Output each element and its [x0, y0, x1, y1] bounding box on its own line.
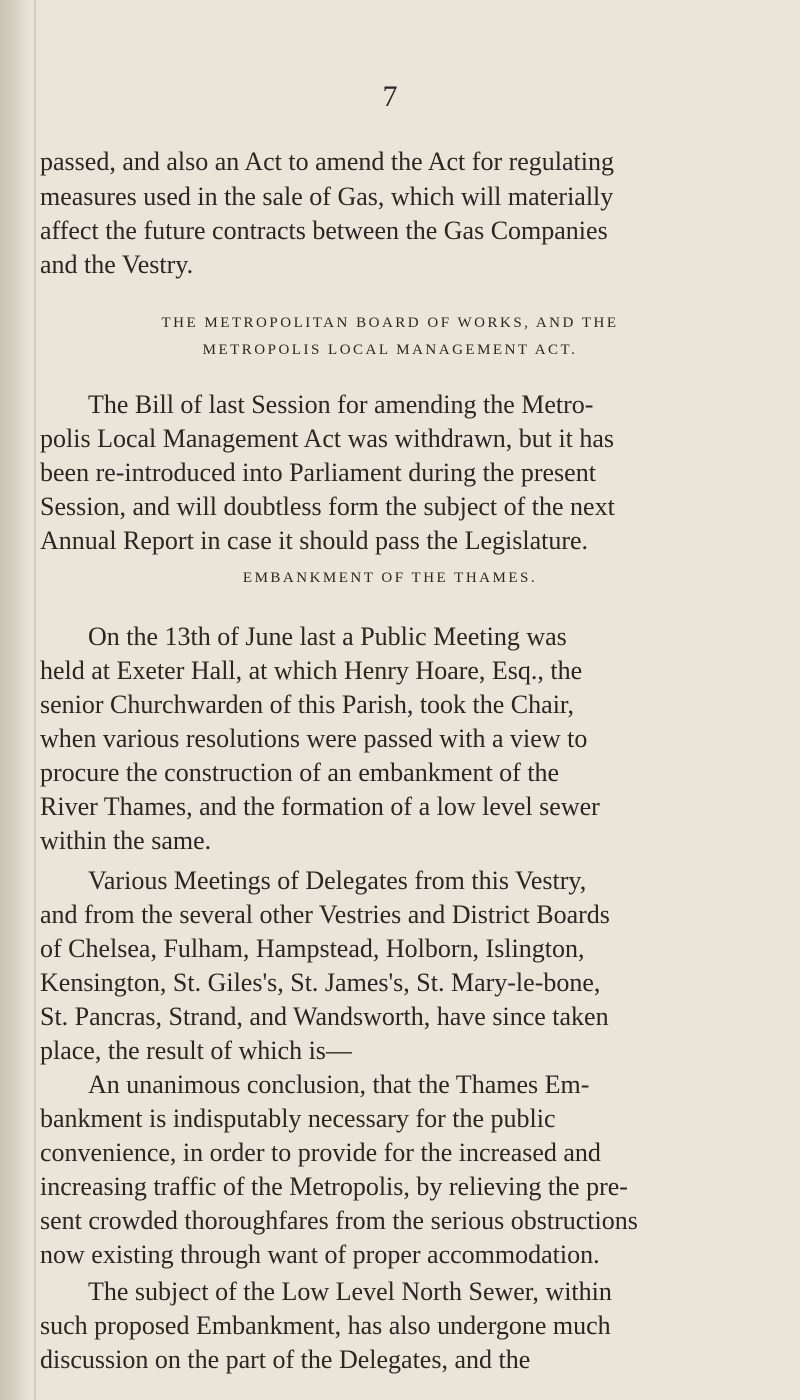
body-line: place, the result of which is— — [40, 1036, 352, 1065]
body-line: increasing traffic of the Metropolis, by relieving the pre- — [40, 1172, 628, 1201]
body-line: and the Vestry. — [40, 250, 194, 279]
body-line: convenience, in order to provide for the increased and — [40, 1138, 601, 1167]
body-line: The Bill of last Session for amending the Metro- — [88, 390, 594, 419]
page-number: 7 — [382, 80, 398, 113]
body-line: Kensington, St. Giles's, St. James's, St. Mary-le-bone, — [40, 968, 601, 997]
body-line: Annual Report in case it should pass the Legislature. — [40, 526, 589, 555]
section-heading-embankment: EMBANKMENT OF THE THAMES. — [242, 570, 538, 586]
body-line: measures used in the sale of Gas, which will materially — [40, 182, 614, 211]
body-line: now existing through want of proper accommodation. — [40, 1240, 600, 1269]
body-line: Various Meetings of Delegates from this Vestry, — [88, 866, 587, 895]
body-line: within the same. — [40, 826, 212, 855]
body-line: polis Local Management Act was withdrawn, but it has — [40, 424, 615, 453]
body-line: been re-introduced into Parliament during the present — [40, 458, 596, 487]
body-line: bankment is indisputably necessary for the public — [40, 1104, 556, 1133]
body-line: The subject of the Low Level North Sewer, within — [88, 1277, 612, 1306]
body-line: discussion on the part of the Delegates, and the — [40, 1345, 531, 1374]
body-line: such proposed Embankment, has also undergone much — [40, 1311, 611, 1340]
binding-edge — [34, 0, 36, 1400]
section-heading-metropolitan-board: THE METROPOLITAN BOARD OF WORKS, AND THE — [161, 315, 619, 331]
body-line: sent crowded thoroughfares from the serious obstructions — [40, 1206, 638, 1235]
body-line: of Chelsea, Fulham, Hampstead, Holborn, Islington, — [40, 934, 585, 963]
body-line: affect the future contracts between the Gas Companies — [40, 216, 608, 245]
body-line: Session, and will doubtless form the subject of the next — [40, 492, 615, 521]
body-line: held at Exeter Hall, at which Henry Hoare, Esq., the — [40, 656, 583, 685]
document-page — [40, 0, 780, 1400]
body-line: An unanimous conclusion, that the Thames Em- — [88, 1070, 590, 1099]
body-line: passed, and also an Act to amend the Act for regulating — [40, 147, 615, 176]
body-line: and from the several other Vestries and District Boards — [40, 900, 610, 929]
body-line: On the 13th of June last a Public Meeting was — [88, 622, 567, 651]
body-line: senior Churchwarden of this Parish, took the Chair, — [40, 690, 575, 719]
section-heading-metropolitan-board-cont: METROPOLIS LOCAL MANAGEMENT ACT. — [202, 342, 578, 358]
body-line: procure the construction of an embankment of the — [40, 758, 560, 787]
body-line: St. Pancras, Strand, and Wandsworth, have since taken — [40, 1002, 609, 1031]
body-line: when various resolutions were passed with a view to — [40, 724, 588, 753]
page-gutter-shadow — [0, 0, 30, 1400]
body-line: River Thames, and the formation of a low level sewer — [40, 792, 600, 821]
